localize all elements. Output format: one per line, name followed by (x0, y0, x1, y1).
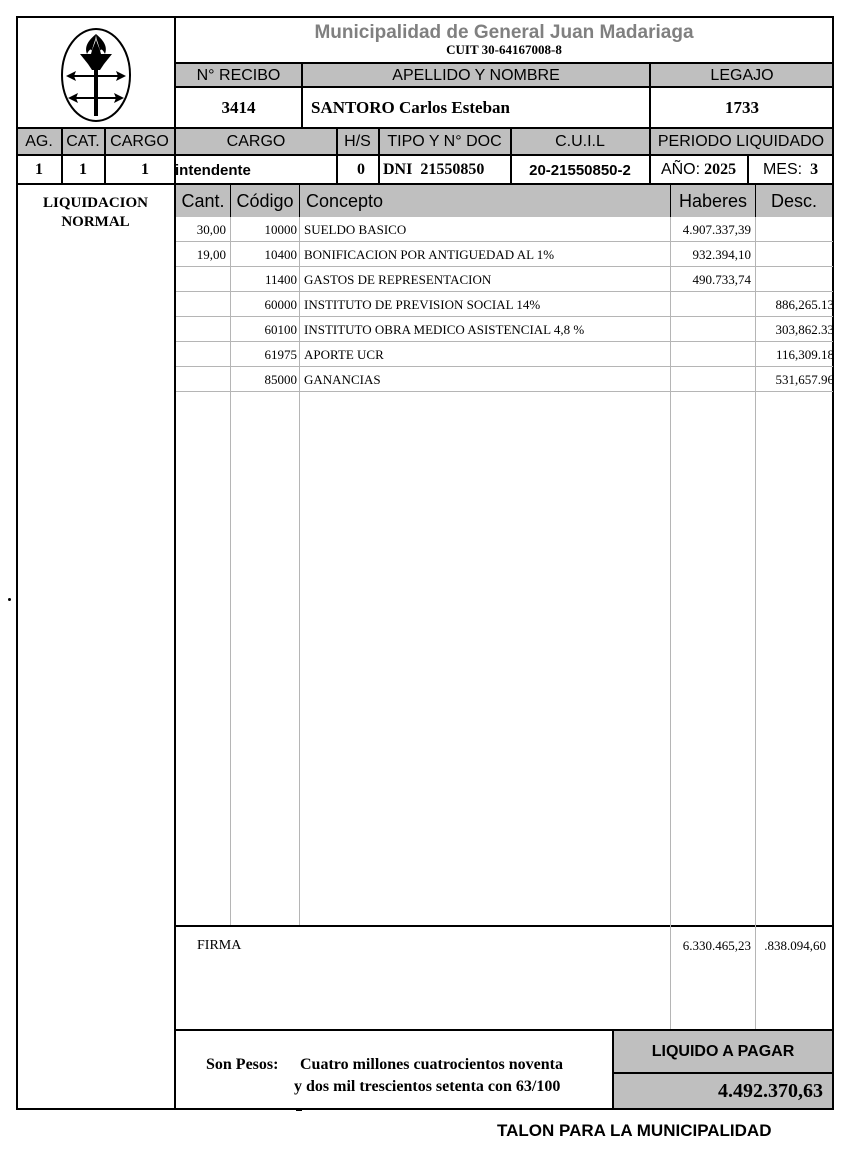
cuil-value: 20-21550850-2 (529, 161, 631, 179)
item-desc: 531,657.96 (775, 372, 834, 387)
apellido-nombre-label: APELLIDO Y NOMBRE (392, 66, 560, 84)
liquidacion-type (17, 194, 174, 232)
item-haberes: 490.733,74 (692, 272, 751, 287)
mes-field (749, 156, 832, 184)
concepto-header: Concepto (306, 191, 384, 211)
employee-name: SANTORO Carlos Esteban (311, 97, 510, 117)
desc-header: Desc. (770, 191, 817, 211)
cat-value: 1 (79, 161, 87, 178)
item-desc: 303,862.33 (775, 322, 834, 337)
doc-type: DNI (383, 161, 413, 178)
item-haberes: 932.394,10 (692, 247, 751, 262)
codigo-header: Código (236, 191, 294, 211)
total-desc: .838.094,60 (764, 938, 826, 953)
son-pesos-line1: Cuatro millones cuatrocientos noventa (300, 1056, 563, 1073)
item-concepto: SUELDO BASICO (304, 222, 407, 237)
legajo-value: 1733 (725, 97, 759, 117)
ag-label: AG. (25, 133, 53, 150)
ag-value: 1 (35, 161, 43, 178)
liquidacion-line2: NORMAL (61, 214, 130, 230)
item-codigo: 10400 (264, 247, 297, 262)
haberes-header: Haberes (678, 191, 748, 211)
anio-value: 2025 (704, 161, 737, 178)
tipo-doc-label: TIPO Y N° DOC (387, 133, 502, 150)
recibo-label: N° RECIBO (196, 66, 281, 84)
item-codigo: 60100 (264, 322, 297, 337)
municipality-title: Municipalidad de General Juan Madariaga (314, 22, 694, 43)
item-cant: 30,00 (196, 222, 226, 237)
footer-talon: TALON PARA LA MUNICIPALIDAD (497, 1121, 772, 1140)
hs-value: 0 (357, 161, 365, 178)
item-concepto: GANANCIAS (304, 372, 381, 387)
total-haberes: 6.330.465,23 (682, 938, 751, 953)
tick-mark (296, 1110, 302, 1111)
item-codigo: 60000 (264, 297, 297, 312)
mes-value: 3 (810, 161, 819, 178)
cuil-label: C.U.I.L (555, 133, 605, 150)
cargo-code-value: 1 (141, 161, 149, 178)
item-codigo: 61975 (264, 347, 297, 362)
legajo-label: LEGAJO (710, 66, 774, 84)
firma-label: FIRMA (197, 938, 242, 953)
doc-number: 21550850 (420, 161, 485, 178)
son-pesos-line2: y dos mil trescientos setenta con 63/100 (294, 1078, 561, 1095)
doc-value (383, 156, 510, 184)
item-cant: 19,00 (196, 247, 226, 262)
item-codigo: 10000 (264, 222, 297, 237)
item-desc: 116,309.18 (775, 347, 834, 362)
item-concepto: BONIFICACION POR ANTIGUEDAD AL 1% (304, 247, 555, 262)
cuit-label: CUIT 30-64167008-8 (446, 42, 562, 57)
item-concepto: GASTOS DE REPRESENTACION (304, 272, 492, 287)
item-concepto: APORTE UCR (304, 347, 384, 362)
hs-label: H/S (344, 133, 371, 150)
son-pesos-label: Son Pesos: (206, 1056, 279, 1073)
recibo-value: 3414 (221, 97, 256, 117)
anio-label: AÑO: (660, 161, 701, 178)
cargo-label: CARGO (226, 133, 286, 150)
item-desc: 886,265.13 (775, 297, 834, 312)
item-haberes: 4.907.337,39 (682, 222, 751, 237)
cant-header: Cant. (181, 191, 225, 211)
item-concepto: INSTITUTO OBRA MEDICO ASISTENCIAL 4,8 % (304, 322, 585, 337)
cargo-value: intendente (175, 161, 251, 179)
margin-dot (8, 598, 11, 601)
cargo-code-label: CARGO (110, 133, 169, 150)
anio-field (650, 156, 747, 184)
liquido-label: LIQUIDO A PAGAR (651, 1043, 795, 1060)
cat-label: CAT. (66, 133, 100, 150)
item-codigo: 85000 (264, 372, 297, 387)
liquido-value: 4.492.370,63 (718, 1079, 823, 1102)
municipal-logo (58, 26, 134, 124)
item-concepto: INSTITUTO DE PREVISION SOCIAL 14% (304, 297, 541, 312)
periodo-label: PERIODO LIQUIDADO (657, 133, 825, 150)
mes-label: MES: (762, 161, 803, 178)
item-codigo: 11400 (264, 272, 297, 287)
liquidacion-line1: LIQUIDACION (42, 195, 148, 211)
